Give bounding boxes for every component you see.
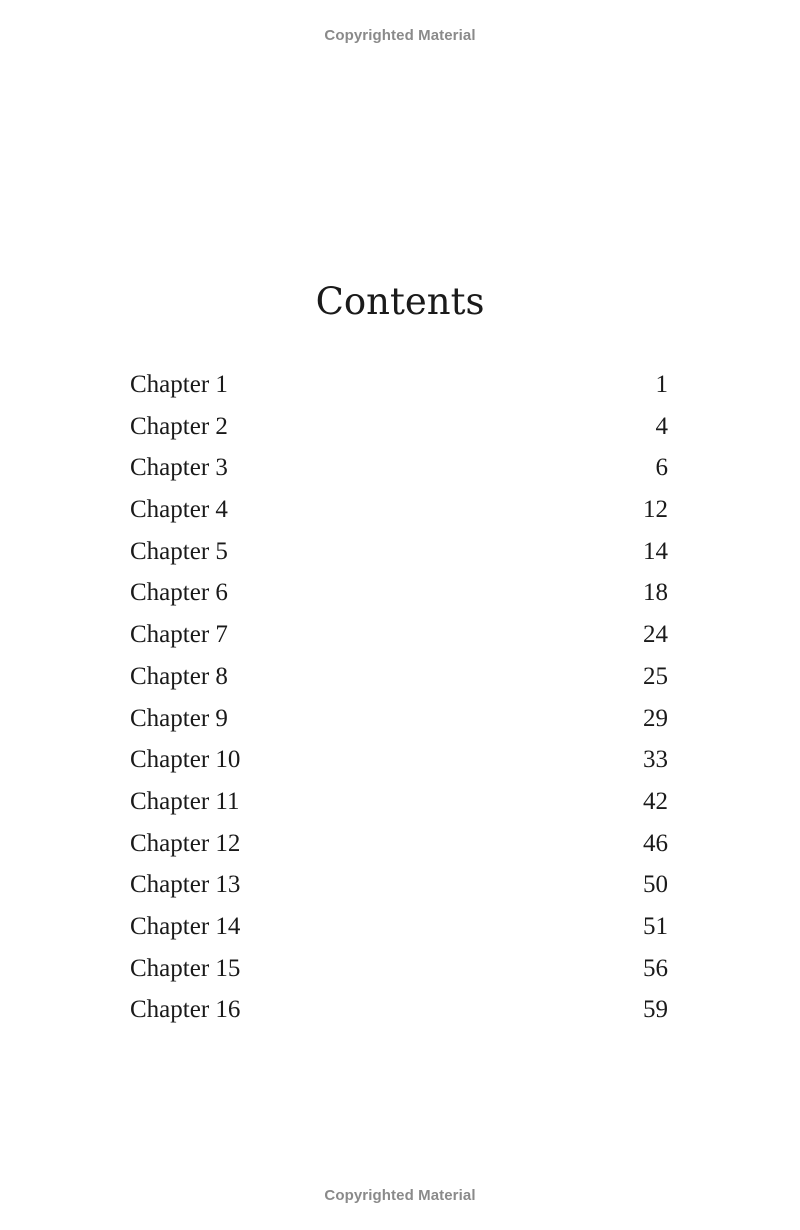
- toc-entry-label: Chapter 7: [130, 621, 228, 649]
- toc-entry[interactable]: [130, 955, 668, 997]
- toc-entry[interactable]: [130, 996, 668, 1038]
- toc-entry-page: 1: [655, 371, 668, 398]
- toc-entry-page: 24: [643, 621, 668, 649]
- toc-entry-label: Chapter 11: [130, 787, 240, 815]
- toc-entry-label: Chapter 14: [130, 912, 241, 940]
- copyright-watermark-top: Copyrighted Material: [324, 27, 476, 44]
- toc-entry-page: 50: [643, 871, 668, 899]
- toc-entry-label: Chapter 9: [130, 704, 228, 732]
- table-of-contents: [130, 371, 668, 1038]
- toc-entry[interactable]: [130, 621, 668, 663]
- toc-entry[interactable]: [130, 579, 668, 621]
- toc-entry-page: 12: [643, 496, 668, 524]
- toc-entry[interactable]: [130, 788, 668, 830]
- toc-entry-label: Chapter 13: [130, 871, 241, 899]
- toc-entry-page: 14: [643, 537, 668, 565]
- toc-entry-page: 33: [643, 746, 668, 774]
- toc-entry-label: Chapter 2: [130, 412, 228, 440]
- toc-entry-page: 29: [643, 704, 668, 732]
- toc-entry-page: 4: [655, 412, 668, 440]
- toc-entry[interactable]: [130, 454, 668, 496]
- toc-entry[interactable]: [130, 830, 668, 872]
- toc-entry[interactable]: [130, 413, 668, 455]
- toc-entry[interactable]: [130, 913, 668, 955]
- toc-entry[interactable]: [130, 371, 668, 413]
- copyright-watermark-bottom: Copyrighted Material: [324, 1187, 476, 1204]
- toc-entry-label: Chapter 16: [130, 996, 241, 1024]
- toc-entry-label: Chapter 10: [130, 746, 241, 774]
- toc-entry-label: Chapter 4: [130, 496, 228, 524]
- toc-entry[interactable]: [130, 538, 668, 580]
- toc-entry-page: 56: [643, 954, 668, 982]
- toc-entry-page: 46: [643, 829, 668, 857]
- toc-entry[interactable]: [130, 663, 668, 705]
- toc-entry-page: 25: [643, 662, 668, 690]
- toc-entry-page: 18: [643, 579, 668, 607]
- toc-entry-label: Chapter 3: [130, 454, 228, 482]
- toc-entry-page: 51: [643, 912, 668, 940]
- toc-entry-label: Chapter 1: [130, 371, 228, 398]
- toc-entry-label: Chapter 6: [130, 579, 228, 607]
- toc-entry[interactable]: [130, 746, 668, 788]
- toc-entry[interactable]: [130, 705, 668, 747]
- toc-entry-label: Chapter 8: [130, 662, 228, 690]
- toc-entry-label: Chapter 12: [130, 829, 241, 857]
- toc-entry-label: Chapter 5: [130, 537, 228, 565]
- toc-entry[interactable]: [130, 496, 668, 538]
- toc-entry-page: 42: [643, 787, 668, 815]
- toc-entry-page: 6: [655, 454, 668, 482]
- toc-entry[interactable]: [130, 871, 668, 913]
- page-title: Contents: [315, 280, 485, 323]
- toc-entry-label: Chapter 15: [130, 954, 241, 982]
- toc-entry-page: 59: [643, 996, 668, 1024]
